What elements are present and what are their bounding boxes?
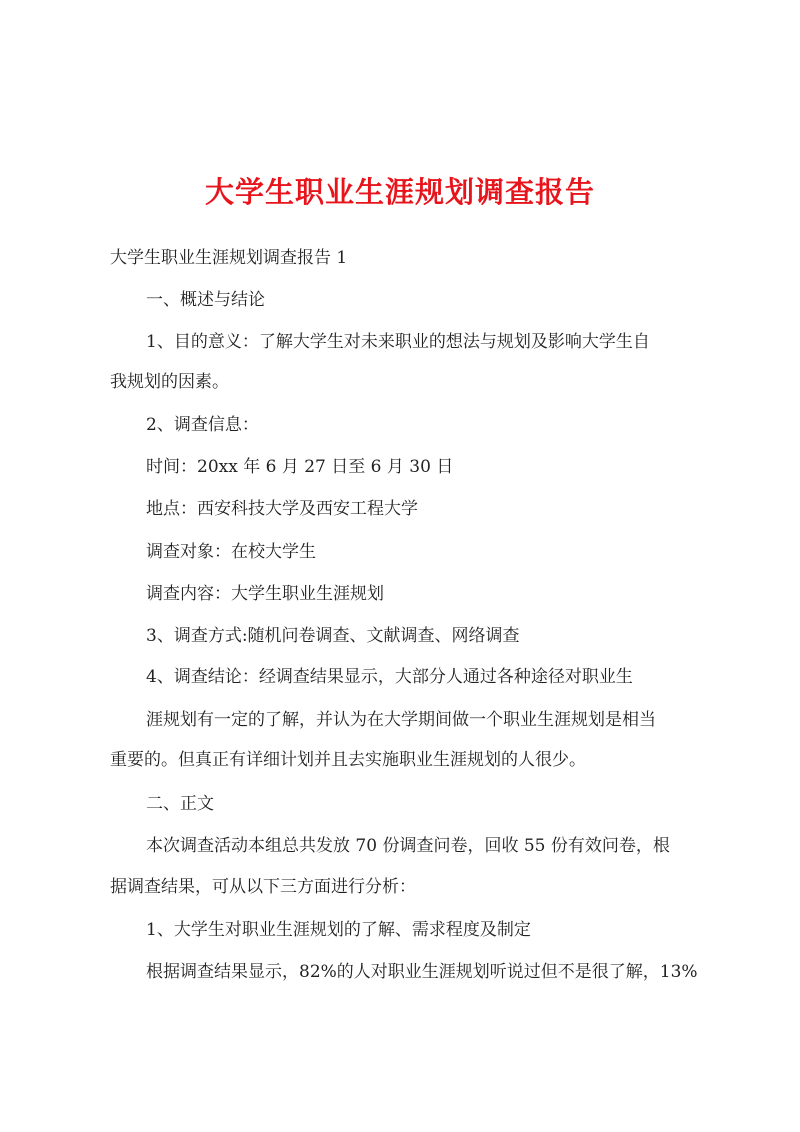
section-heading-body: 二、正文: [146, 794, 214, 814]
paragraph-line: 1、目的意义：了解大学生对未来职业的想法与规划及影响大学生自: [146, 332, 650, 352]
paragraph-line: 3、调查方式:随机问卷调查、文献调查、网络调查: [146, 626, 520, 646]
paragraph-line: 1、大学生对职业生涯规划的了解、需求程度及制定: [146, 920, 531, 940]
paragraph-line: 根据调查结果显示，82%的人对职业生涯规划听说过但不是很了解，13%: [146, 962, 698, 982]
paragraph-line: 2、调查信息：: [146, 415, 259, 435]
paragraph-line: 涯规划有一定的了解，并认为在大学期间做一个职业生涯规划是相当: [146, 710, 656, 730]
section-heading-overview: 一、概述与结论: [146, 290, 265, 310]
paragraph-line: 据调查结果，可从以下三方面进行分析：: [110, 877, 416, 897]
paragraph-line: 本次调查活动本组总共发放 70 份调查问卷，回收 55 份有效问卷，根: [146, 836, 670, 856]
paragraph-line: 调查内容：大学生职业生涯规划: [146, 584, 384, 604]
document-title: 大学生职业生涯规划调查报告: [204, 175, 595, 209]
report-subtitle: 大学生职业生涯规划调查报告 1: [110, 248, 348, 268]
paragraph-line: 我规划的因素。: [110, 372, 229, 392]
paragraph-line: 地点：西安科技大学及西安工程大学: [146, 499, 418, 519]
paragraph-line: 时间：20xx 年 6 月 27 日至 6 月 30 日: [146, 457, 454, 477]
paragraph-line: 调查对象：在校大学生: [146, 542, 316, 562]
paragraph-line: 4、调查结论：经调查结果显示，大部分人通过各种途径对职业生: [146, 667, 633, 687]
paragraph-line: 重要的。但真正有详细计划并且去实施职业生涯规划的人很少。: [110, 750, 586, 770]
